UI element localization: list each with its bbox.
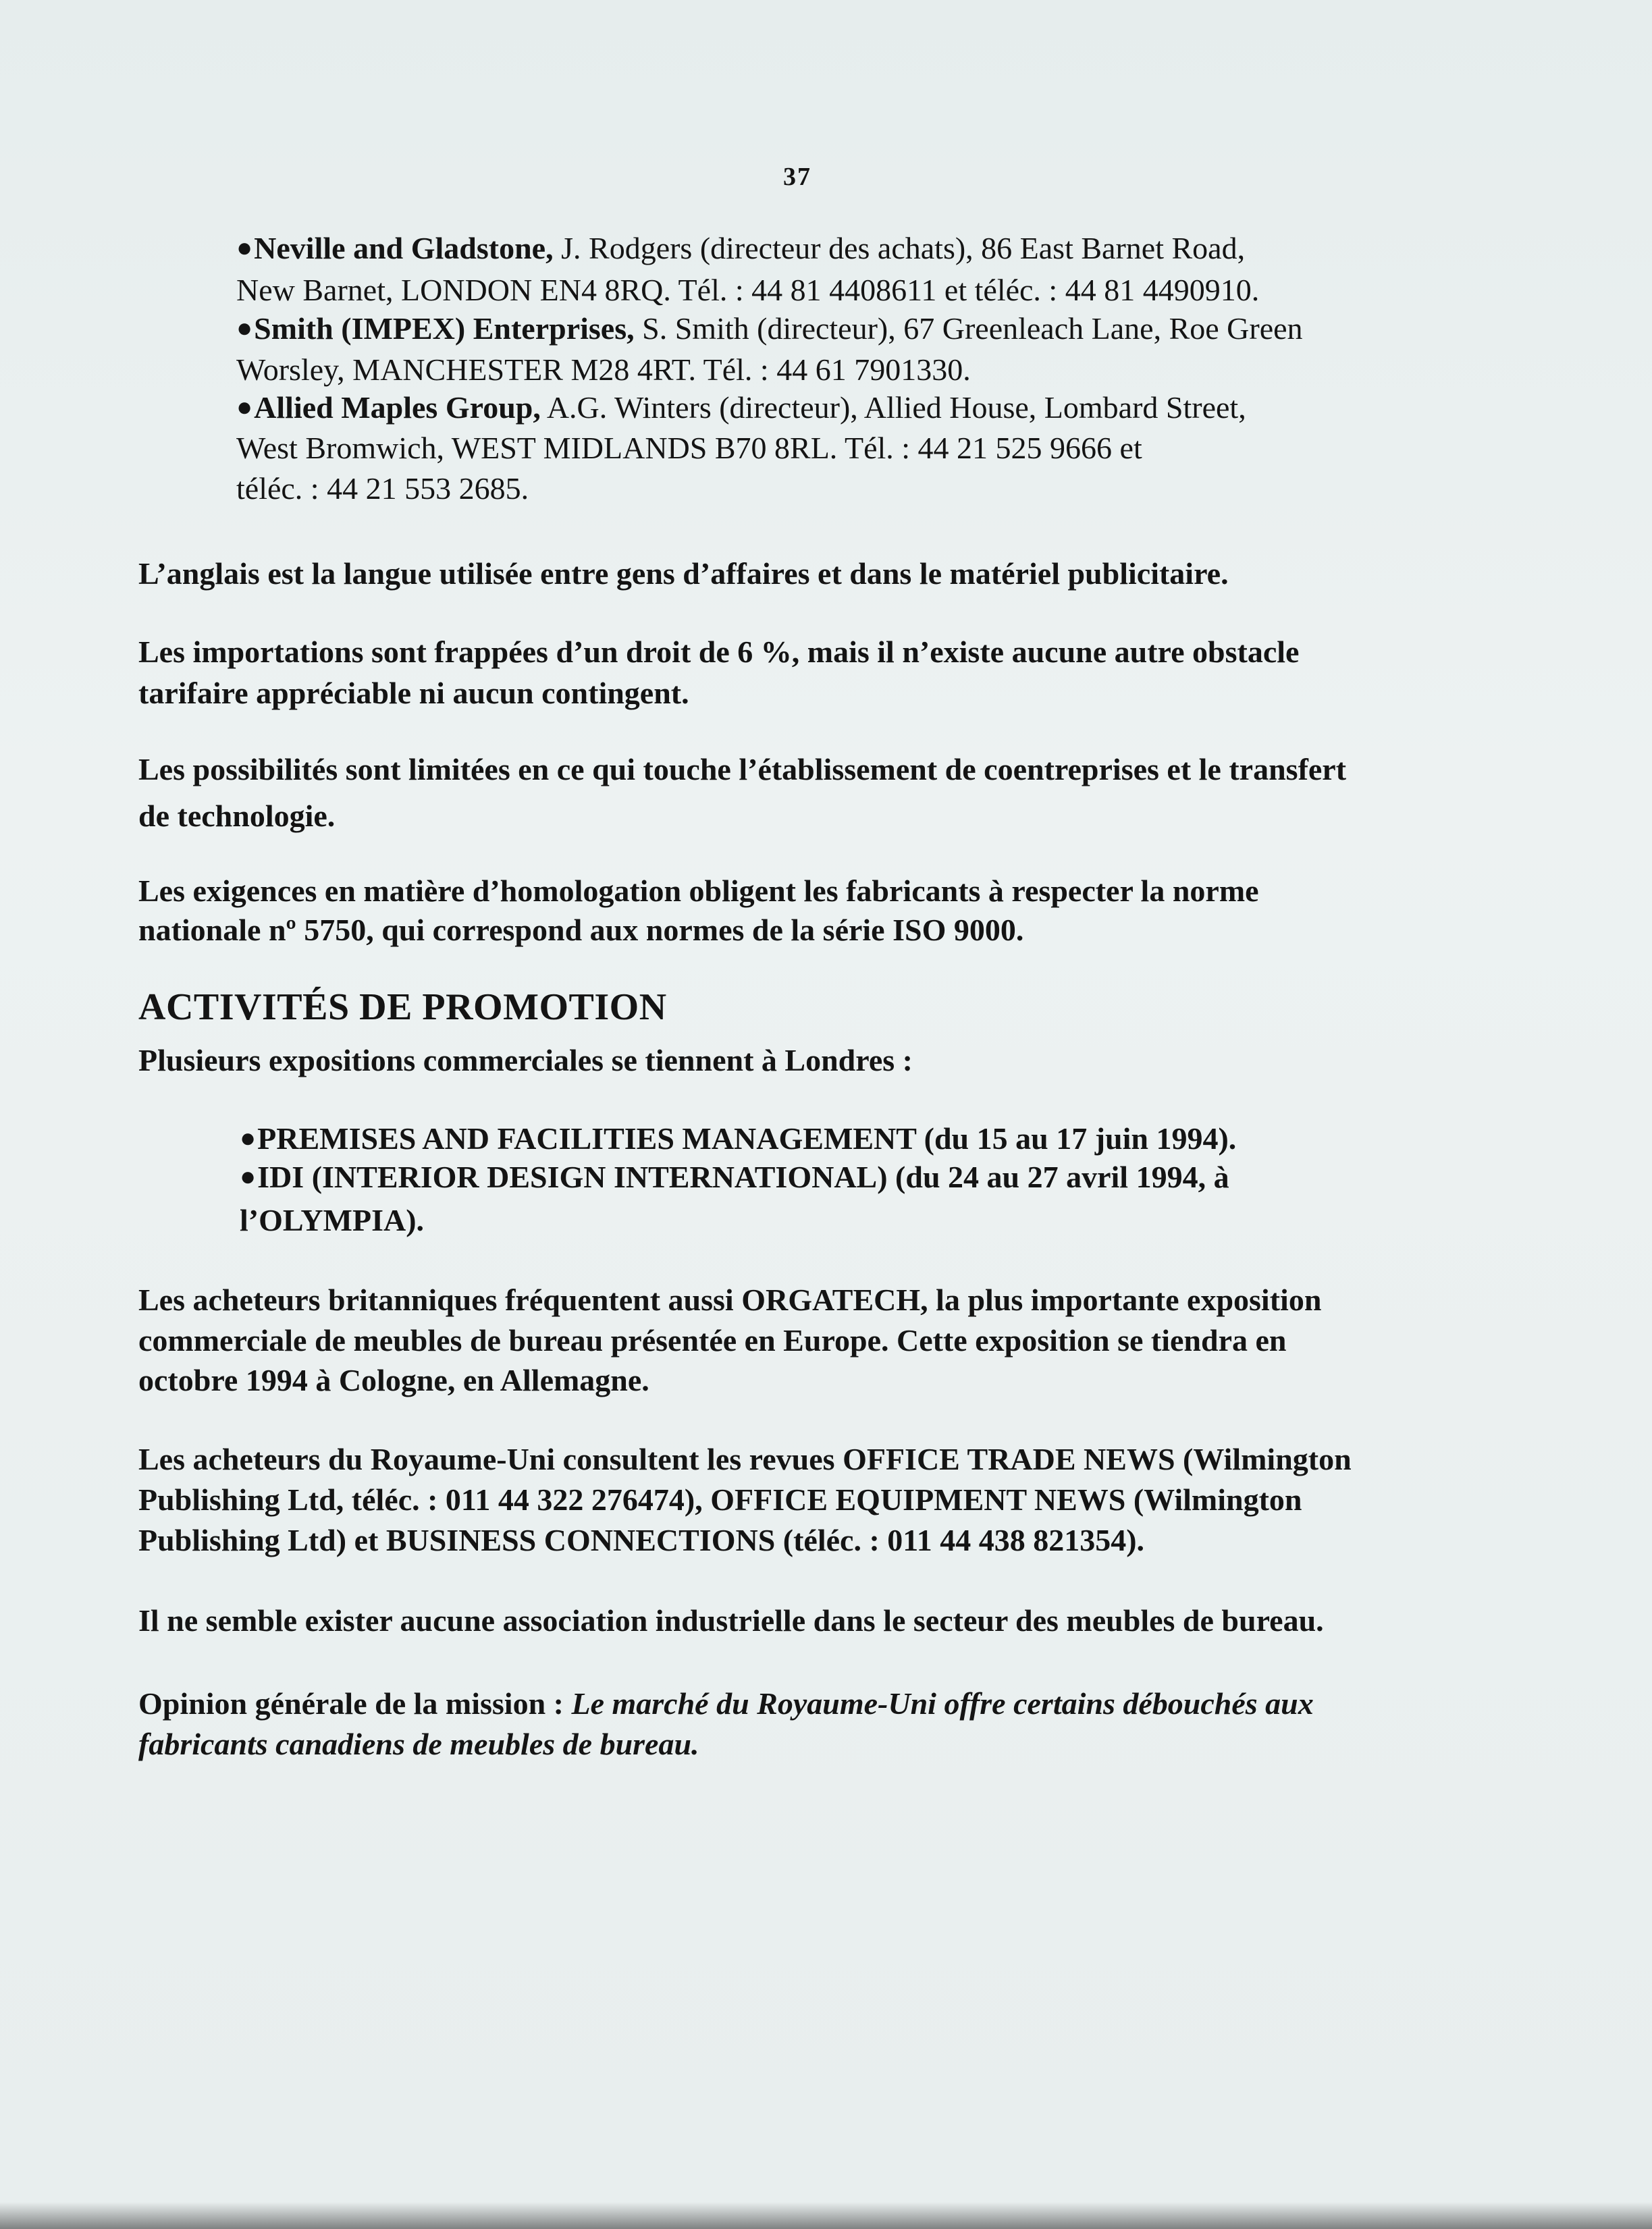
paragraph-acheteurs-line-1 [138, 1279, 1321, 1322]
contact-3-name: Allied Maples Group, [254, 390, 541, 425]
revues-text: Publishing Ltd, téléc. : 011 44 322 276474), [138, 1482, 711, 1517]
contact-1-line-1 [236, 227, 1245, 271]
expo-2-name: IDI (INTERIOR DESIGN INTERNATIONAL) [257, 1160, 888, 1194]
orgatech-name: ORGATECH, [741, 1283, 928, 1317]
revue-office-equipment-news: OFFICE EQUIPMENT NEWS [710, 1482, 1126, 1517]
contact-1-line-2 [236, 269, 1259, 312]
contact-1-address: New Barnet, LONDON EN4 8RQ. Tél. : 44 81 4408611 et téléc. : 44 81 4490910. [236, 273, 1260, 307]
contact-3-address: West Bromwich, WEST MIDLANDS B70 8RL. Tél. : 44 21 525 9666 et [236, 431, 1142, 465]
expo-1-dates: (du 15 au 17 juin 1994). [916, 1121, 1237, 1156]
scan-edge-shadow [0, 2202, 1652, 2229]
contact-2-name: Smith (IMPEX) Enterprises, [254, 311, 635, 346]
opinion-text: Le marché du Royaume-Uni offre certains débouchés aux [571, 1686, 1314, 1721]
paragraph-opinion-line-2: fabricants canadiens de meubles de bureau. [138, 1727, 699, 1761]
revues-text: (téléc. : 011 44 438 821354). [775, 1523, 1145, 1557]
paragraph-association: Il ne semble exister aucune association industrielle dans le secteur des meubles de bureau. [138, 1603, 1324, 1638]
contact-3-details: A.G. Winters (directeur), Allied House, Lombard Street, [540, 390, 1246, 425]
page-number: 37 [783, 163, 811, 191]
contact-2-line-2 [236, 348, 971, 392]
paragraph-acheteurs-line-3: octobre 1994 à Cologne, en Allemagne. [138, 1363, 649, 1397]
revues-text: (Wilmington [1175, 1442, 1352, 1476]
revues-text: Les acheteurs du Royaume-Uni consultent les revues [138, 1442, 843, 1476]
contact-2-line-1 [236, 307, 1303, 352]
expo-2-place: l’OLYMPIA). [240, 1203, 425, 1237]
contact-1-name: Neville and Gladstone, [254, 231, 554, 265]
opinion-label: Opinion générale de la mission : [138, 1686, 572, 1721]
paragraph-revues-line-2 [138, 1478, 1302, 1522]
paragraph-possibilites-line-1: Les possibilités sont limitées en ce qui touche l’établissement de coentreprises et le transfert [138, 752, 1347, 786]
bullet-icon: ● [236, 313, 253, 343]
contact-3-line-2 [236, 427, 1142, 470]
contact-2-address: Worsley, MANCHESTER M28 4RT. Tél. : 44 61 7901330. [236, 352, 971, 387]
contact-3-line-1 [236, 386, 1246, 431]
paragraph-exigences-line-1: Les exigences en matière d’homologation obligent les fabricants à respecter la norme [138, 874, 1259, 908]
paragraph-importations-line-2: tarifaire appréciable ni aucun contingent. [138, 676, 689, 710]
bullet-icon: ● [236, 232, 253, 263]
promotion-intro: Plusieurs expositions commerciales se tiennent à Londres : [138, 1043, 913, 1077]
paragraph-acheteurs-line-2: commerciale de meubles de bureau présentée en Europe. Cette exposition se tiendra en [138, 1323, 1287, 1358]
section-heading-promotion: ACTIVITÉS DE PROMOTION [138, 986, 667, 1028]
contact-3-line-3 [236, 467, 529, 510]
expo-1-name: PREMISES AND FACILITIES MANAGEMENT [257, 1121, 917, 1156]
expo-2 [240, 1156, 1229, 1200]
bullet-icon: ● [240, 1161, 257, 1191]
acheteurs-text: la plus importante exposition [928, 1283, 1322, 1317]
paragraph-revues-line-3 [138, 1519, 1144, 1562]
paragraph-langue: L’anglais est la langue utilisée entre gens d’affaires et dans le matériel publicitaire. [138, 556, 1229, 591]
revues-text: Publishing Ltd) et [138, 1523, 386, 1557]
bullet-icon: ● [236, 392, 253, 422]
contact-2-details: S. Smith (directeur), 67 Greenleach Lane, Roe Green [634, 311, 1303, 346]
contact-3-fax: téléc. : 44 21 553 2685. [236, 471, 529, 506]
acheteurs-text: Les acheteurs britanniques fréquentent aussi [138, 1283, 742, 1317]
paragraph-exigences-line-2: nationale nº 5750, qui correspond aux normes de la série ISO 9000. [138, 913, 1024, 947]
revue-business-connections: BUSINESS CONNECTIONS [385, 1523, 776, 1557]
paragraph-opinion-line-1 [138, 1682, 1314, 1725]
bullet-icon: ● [240, 1123, 257, 1153]
expo-2-dates: (du 24 au 27 avril 1994, à [887, 1160, 1229, 1194]
revues-text: (Wilmington [1125, 1482, 1302, 1517]
contact-1-details: J. Rodgers (directeur des achats), 86 East Barnet Road, [553, 231, 1246, 265]
paragraph-revues-line-1 [138, 1438, 1352, 1481]
paragraph-possibilites-line-2: de technologie. [138, 799, 336, 833]
paragraph-importations-line-1: Les importations sont frappées d’un droit de 6 %, mais il n’existe aucune autre obstacle [138, 635, 1300, 669]
revue-office-trade-news: OFFICE TRADE NEWS [843, 1442, 1175, 1476]
